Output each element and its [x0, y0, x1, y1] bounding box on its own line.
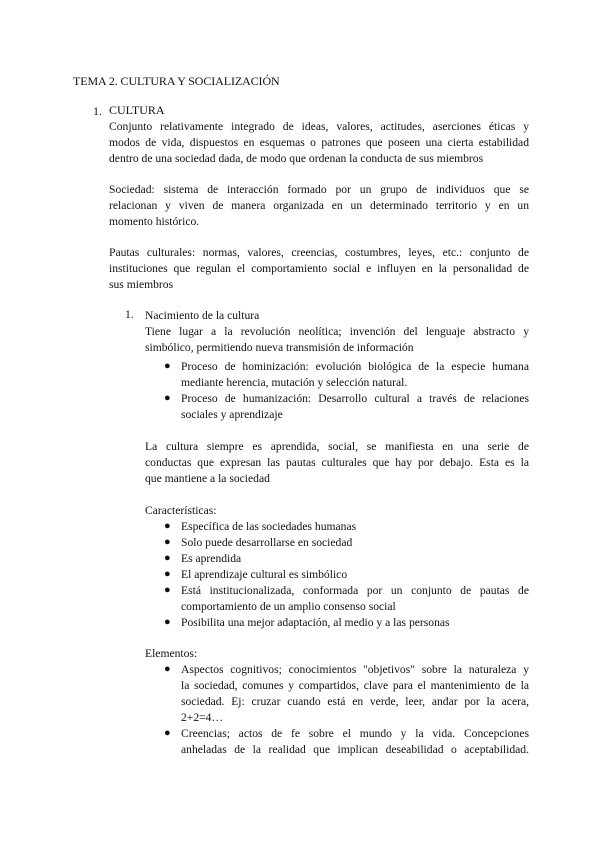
caracteristica-item: comportamiento de un amplio consenso social	[181, 600, 396, 613]
caracteristica-item: Está institucionalizada, conformada por un conjunto de pautas de	[181, 584, 529, 597]
bullet-icon: ●	[164, 663, 171, 675]
bullet-text: Proceso de humanización: Desarrollo cultural a través de relaciones	[181, 392, 529, 405]
elemento-item: 2+2=4…	[181, 711, 224, 724]
elemento-item: Aspectos cognitivos; conocimientos "objetivos" sobre la naturaleza y	[181, 663, 529, 676]
aprendida-line: que mantiene a la sociedad	[145, 472, 270, 485]
bullet-icon: ●	[164, 616, 171, 628]
pautas-line: Pautas culturales: normas, valores, creencias, costumbres, leyes, etc.: conjunto de	[109, 246, 529, 259]
bullet-text: mediante herencia, mutación y selección natural.	[181, 376, 408, 389]
caracteristicas-label: Características:	[145, 504, 217, 517]
bullet-icon: ●	[164, 552, 171, 564]
section-number: 1.	[93, 104, 102, 118]
pautas-line: instituciones que regulan el comportamiento social e influyen en la personalidad de	[109, 262, 529, 275]
caracteristica-item: El aprendizaje cultural es simbólico	[181, 568, 348, 581]
sociedad-line: Sociedad: sistema de interacción formado por un grupo de individuos que se	[109, 183, 529, 196]
pautas-line: sus miembros	[109, 278, 174, 291]
bullet-text: sociales y aprendizaje	[181, 408, 283, 421]
definition-line: Conjunto relativamente integrado de ideas, valores, actitudes, aserciones éticas y	[109, 120, 529, 133]
bullet-text: Proceso de hominización: evolución biológica de la especie humana	[181, 360, 529, 373]
caracteristica-item: Posibilita una mejor adaptación, al medio y a las personas	[181, 616, 450, 629]
bullet-icon: ●	[164, 568, 171, 580]
sociedad-line: momento histórico.	[109, 215, 200, 228]
aprendida-line: La cultura siempre es aprendida, social, se manifiesta en una serie de	[145, 440, 529, 453]
sociedad-line: relacionan y viven de manera organizada en un determinado territorio y en un	[109, 199, 529, 212]
elemento-item: anheladas de la realidad que implican deseabilidad o aceptabilidad.	[181, 743, 529, 756]
bullet-icon: ●	[164, 536, 171, 548]
intro-line: Tiene lugar a la revolución neolítica; invención del lenguaje abstracto y	[145, 325, 529, 338]
caracteristica-item: Solo puede desarrollarse en sociedad	[181, 536, 353, 549]
subsection-number: 1.	[125, 308, 134, 321]
caracteristica-item: Específica de las sociedades humanas	[181, 520, 357, 533]
elemento-item: sociedad. Ej: cruzar cuando está en verde, leer, andar por la acera,	[181, 695, 529, 708]
definition-line: modos de vida, dispuestos en esquemas o patrones que poseen una cierta estabilidad	[109, 136, 529, 149]
elementos-label: Elementos:	[145, 647, 198, 660]
subsection-heading: Nacimiento de la cultura	[145, 309, 260, 322]
elemento-item: la sociedad, comunes y compartidos, clave para el mantenimiento de la	[181, 679, 529, 692]
definition-line: dentro de una sociedad dada, de modo que ordenan la conducta de sus miembros	[109, 152, 484, 165]
aprendida-line: conductas que expresan las pautas culturales que hay por debajo. Esta es la	[145, 456, 529, 469]
elemento-item: Creencias; actos de fe sobre el mundo y la vida. Concepciones	[181, 727, 529, 740]
intro-line: simbólico, permitiendo nueva transmisión de información	[145, 341, 414, 354]
bullet-icon: ●	[164, 520, 171, 532]
section-heading: CULTURA	[109, 103, 165, 117]
bullet-icon: ●	[164, 392, 171, 404]
bullet-icon: ●	[164, 727, 171, 739]
caracteristica-item: Es aprendida	[181, 552, 242, 565]
bullet-icon: ●	[164, 360, 171, 372]
page-title: TEMA 2. CULTURA Y SOCIALIZACIÓN	[73, 74, 280, 88]
bullet-icon: ●	[164, 584, 171, 596]
